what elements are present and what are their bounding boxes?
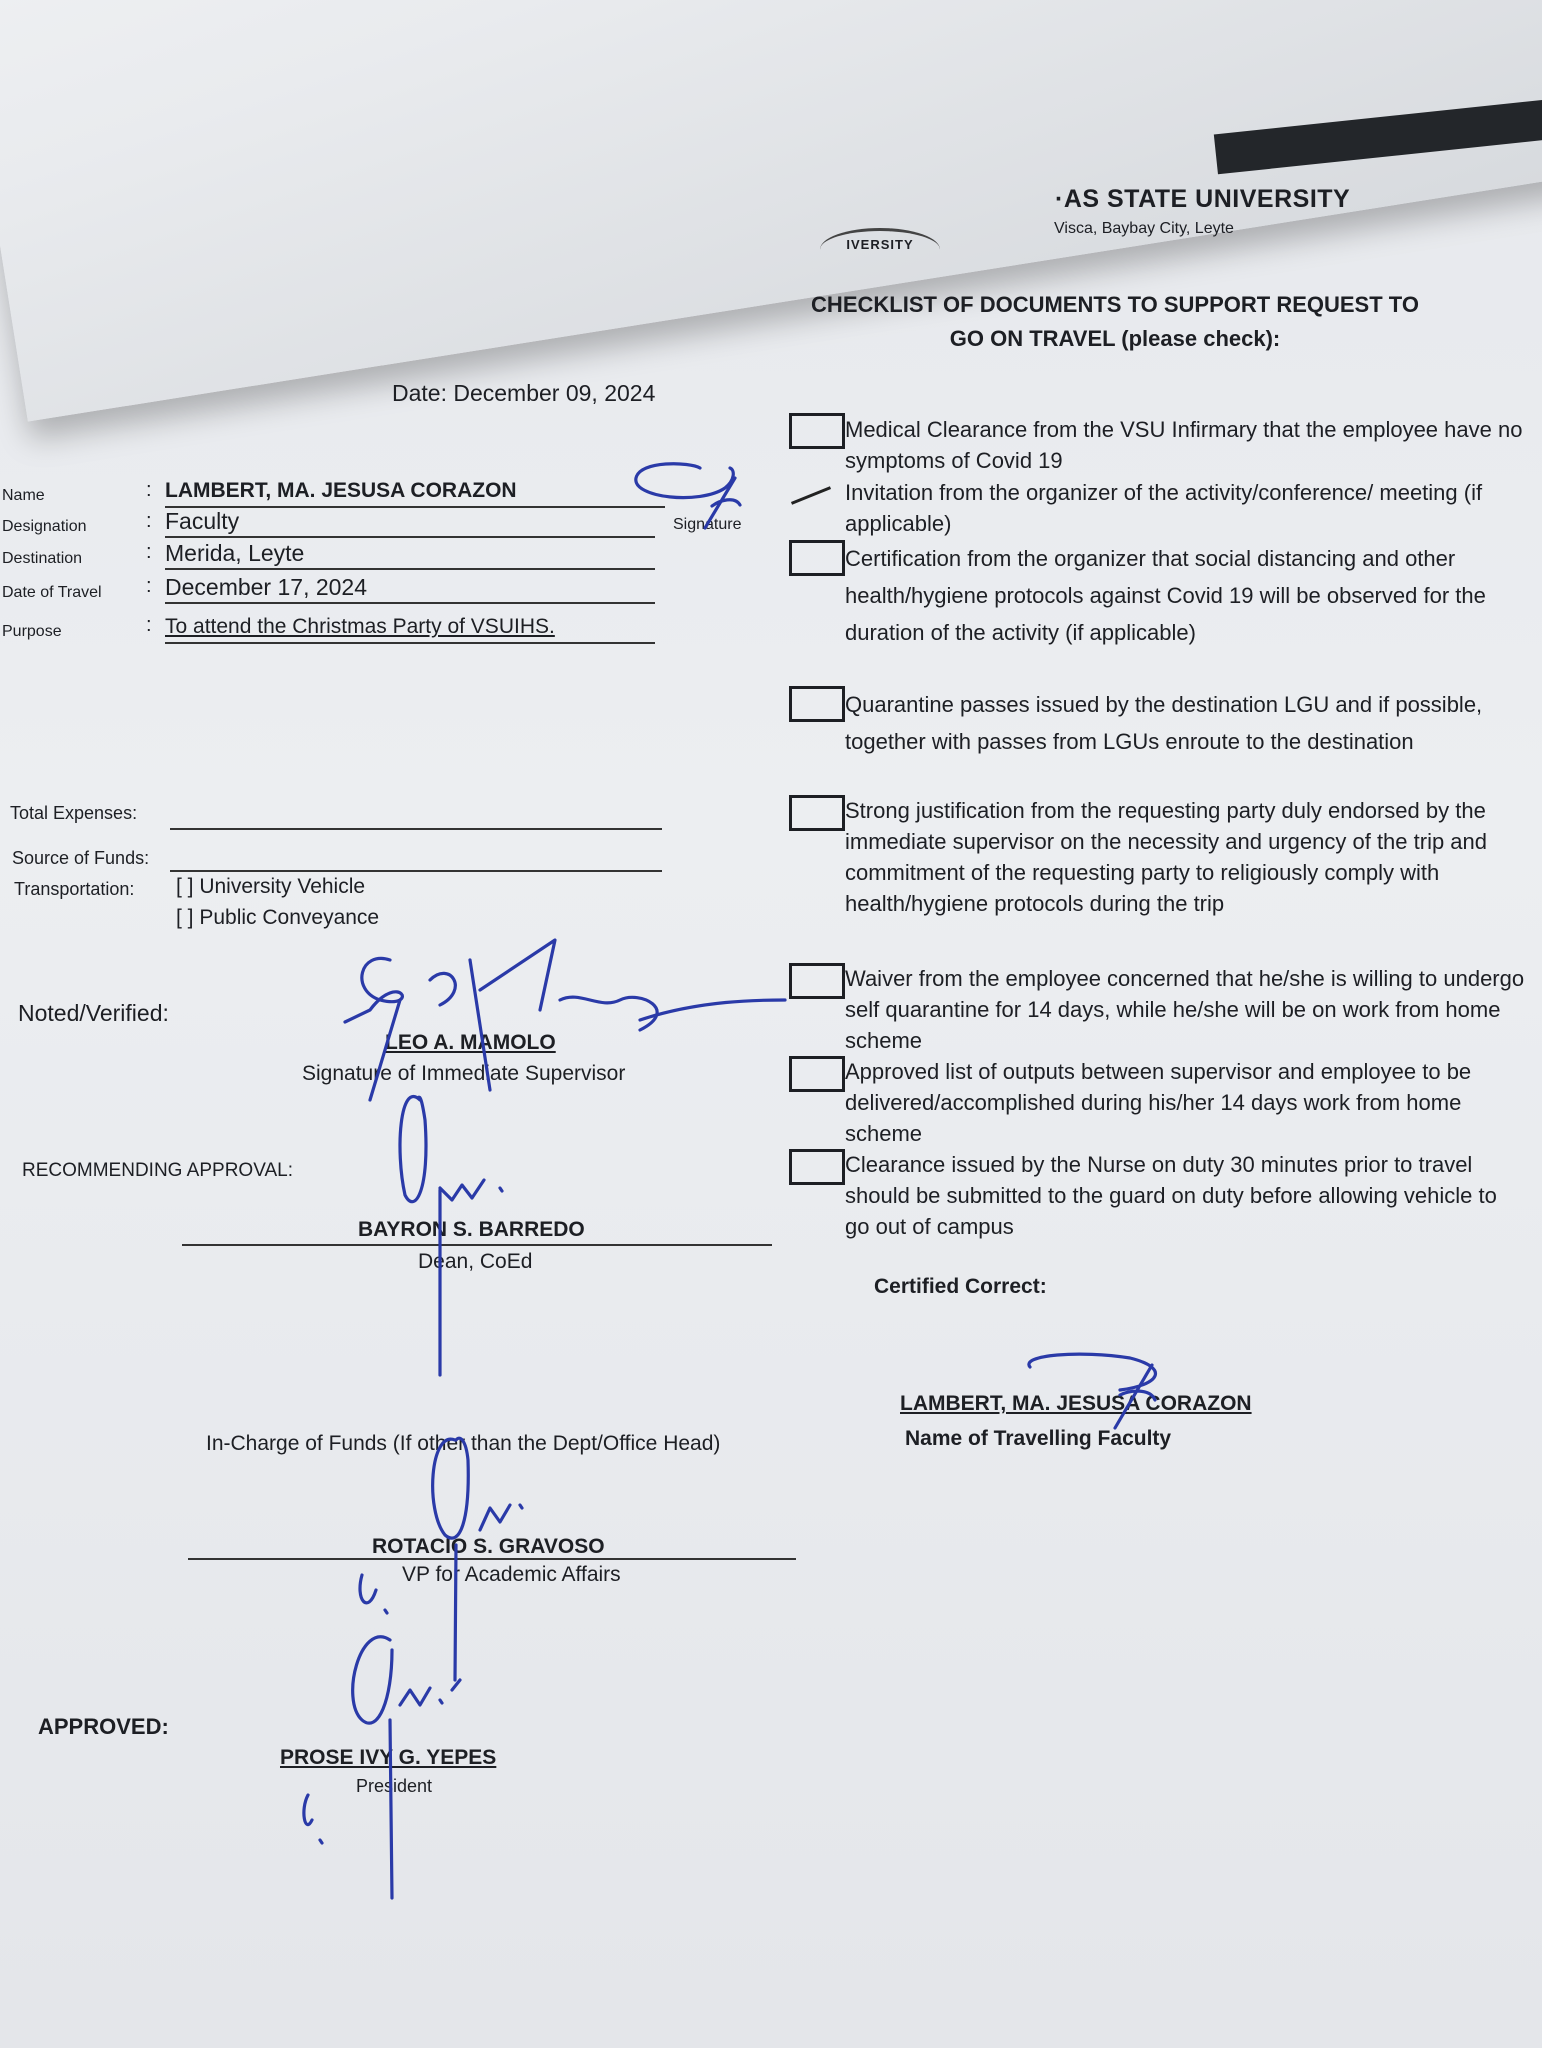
approved-label: APPROVED: bbox=[38, 1714, 169, 1739]
travelling-faculty-caption: Name of Travelling Faculty bbox=[905, 1427, 1172, 1450]
checkbox[interactable] bbox=[789, 1056, 845, 1092]
vp-name: ROTACIO S. GRAVOSO bbox=[372, 1535, 605, 1558]
in-charge-of-funds-label: In-Charge of Funds (If other than the Dept/Office Head) bbox=[206, 1432, 721, 1455]
university-address: Visca, Baybay City, Leyte bbox=[1054, 220, 1234, 237]
designation-field: Faculty bbox=[165, 508, 655, 538]
checkbox[interactable] bbox=[789, 1149, 845, 1185]
checklist-title: CHECKLIST OF DOCUMENTS TO SUPPORT REQUEST TO GO ON TRAVEL (please check): bbox=[811, 292, 1419, 351]
checklist-item: Strong justification from the requesting party duly endorsed by the immediate supervisor on the necessity and urgency of the trip and commitment of the requesting party to religiously comply with health/hygiene protocols during the trip bbox=[845, 798, 1488, 916]
vp-role: VP for Academic Affairs bbox=[402, 1563, 621, 1586]
recommending-approval-label: RECOMMENDING APPROVAL: bbox=[22, 1160, 293, 1181]
checkbox[interactable] bbox=[789, 540, 845, 576]
travelling-faculty-name: LAMBERT, MA. JESUSA CORAZON bbox=[900, 1392, 1252, 1415]
source-of-funds-line bbox=[170, 868, 662, 872]
name-label: Name bbox=[2, 487, 45, 504]
transportation-label: Transportation: bbox=[14, 879, 135, 899]
checklist-item: Clearance issued by the Nurse on duty 30 minutes prior to travel should be submitted to the guard on duty before allowing vehicle to go out of campus bbox=[845, 1152, 1497, 1239]
noted-verified-label: Noted/Verified: bbox=[18, 1000, 169, 1026]
checklist-item: Approved list of outputs between supervisor and employee to be delivered/accomplished during his/her 14 days work from home scheme bbox=[845, 1059, 1472, 1146]
purpose-field: To attend the Christmas Party of VSUIHS. bbox=[165, 614, 655, 644]
president-role: President bbox=[356, 1776, 433, 1796]
date-of-travel-label: Date of Travel bbox=[2, 584, 102, 601]
transport-option-public-conveyance: [ ] Public Conveyance bbox=[176, 906, 380, 929]
total-expenses-line bbox=[170, 826, 662, 830]
dean-signature-line bbox=[182, 1242, 772, 1246]
date-of-travel-field: December 17, 2024 bbox=[165, 574, 655, 604]
checkbox[interactable] bbox=[789, 413, 845, 449]
president-name: PROSE IVY G. YEPES bbox=[280, 1746, 497, 1769]
checklist-item: Invitation from the organizer of the activity/conference/ meeting (if applicable) bbox=[845, 480, 1483, 536]
destination-field: Merida, Leyte bbox=[165, 540, 655, 570]
colon: : bbox=[146, 479, 152, 501]
dean-role: Dean, CoEd bbox=[418, 1250, 533, 1273]
total-expenses-label: Total Expenses: bbox=[10, 803, 138, 823]
colon: : bbox=[146, 510, 152, 532]
checklist-item: Certification from the organizer that social distancing and other health/hygiene protocols against Covid 19 will be observed for the duration of the activity (if applicable) bbox=[845, 546, 1486, 645]
university-seal: IVERSITY bbox=[820, 228, 940, 271]
vp-signature-line bbox=[188, 1556, 796, 1560]
checkbox[interactable] bbox=[789, 795, 845, 831]
checklist-item: Medical Clearance from the VSU Infirmary that the employee have no symptoms of Covid 19 bbox=[845, 417, 1523, 473]
checklist-item: Quarantine passes issued by the destination LGU and if possible, together with passes from LGUs enroute to the destination bbox=[845, 692, 1483, 754]
checkbox[interactable] bbox=[789, 686, 845, 722]
document-date: Date: December 09, 2024 bbox=[392, 380, 656, 406]
purpose-label: Purpose bbox=[2, 623, 62, 640]
supervisor-role: Signature of Immediate Supervisor bbox=[302, 1062, 626, 1085]
colon: : bbox=[146, 541, 152, 563]
signature-caption: Signature bbox=[673, 516, 742, 533]
name-field: LAMBERT, MA. JESUSA CORAZON bbox=[165, 478, 665, 508]
checklist-item: Waiver from the employee concerned that he/she is willing to undergo self quarantine for 14 days, while he/she will be on work from home scheme bbox=[845, 966, 1525, 1053]
colon: : bbox=[146, 575, 152, 597]
checkbox[interactable] bbox=[789, 963, 845, 999]
source-of-funds-label: Source of Funds: bbox=[12, 848, 150, 868]
certified-correct-label: Certified Correct: bbox=[874, 1275, 1047, 1298]
colon: : bbox=[146, 614, 152, 636]
university-name: ·AS STATE UNIVERSITY bbox=[1055, 185, 1351, 213]
transport-option-university-vehicle: [ ] University Vehicle bbox=[176, 875, 366, 898]
destination-label: Destination bbox=[2, 550, 83, 567]
designation-label: Designation bbox=[2, 518, 87, 535]
supervisor-name: LEO A. MAMOLO bbox=[385, 1031, 556, 1054]
dean-name: BAYRON S. BARREDO bbox=[358, 1218, 585, 1241]
